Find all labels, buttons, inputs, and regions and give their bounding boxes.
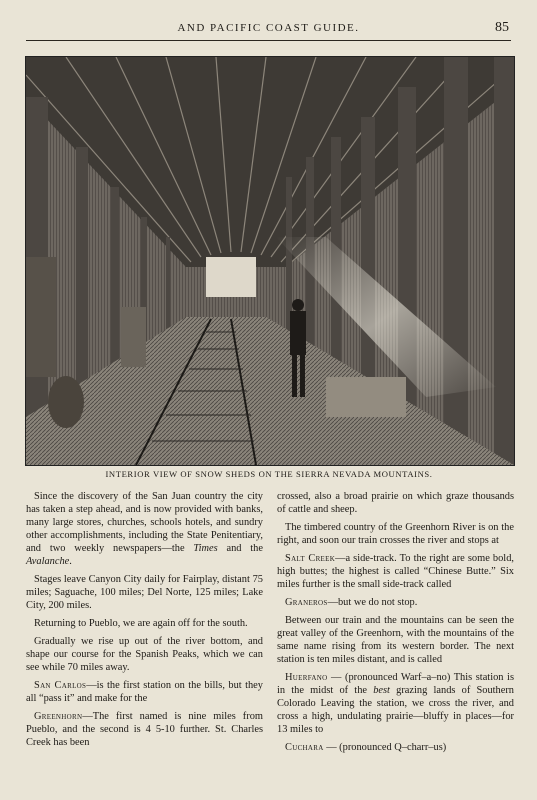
station-name: Greenhorn <box>34 711 83 722</box>
running-title: AND PACIFIC COAST GUIDE. <box>177 22 360 34</box>
paragraph: Salt Creek—a side-track. To the right are some bold, high buttes; the highest is called “Chinese Butte.” Six miles further is the small side-track called <box>277 553 514 590</box>
paragraph: Returning to Pueblo, we are again off for the south. <box>34 618 248 629</box>
paragraph: San Carlos—is the first station on the bills, but they all “pass it” and make for the <box>26 680 263 704</box>
snow-shed-engraving <box>25 56 515 466</box>
station-name: Salt Creek <box>285 553 336 564</box>
left-text-column <box>26 490 263 754</box>
engraving-image <box>26 57 514 465</box>
paragraph: Stages leave Canyon City daily for Fairplay, distant 75 miles; Saguache, 100 miles; Del Norte, 125 miles; Lake City, 200 miles. <box>26 574 263 611</box>
paragraph: Huerfano — (pronounced Warf–a–no) This station is in the midst of the best grazing lands of Southern Colorado Leaving the station, we cross the river, and cross a high, undulating prairie—bluffy in places—for 13 miles to <box>277 672 514 735</box>
paragraph: Between our train and the mountains can be seen the great valley of the Greenhorn, with the mountains of the same name rising from its western border. The next station is ten miles distant, and is called <box>277 615 514 665</box>
page-number: 85 <box>495 20 509 35</box>
right-text-column <box>277 490 514 759</box>
station-name: Graneros <box>285 597 328 608</box>
paragraph: Graneros—but we do not stop. <box>285 597 418 608</box>
paragraph: Cuchara — (pronounced Q–charr–us) <box>285 742 447 753</box>
station-name: Cuchara <box>285 742 324 753</box>
paragraph: crossed, also a broad prairie on which graze thousands of cattle and sheep. <box>277 491 514 515</box>
paragraph: Since the discovery of the San Juan country the city has taken a step ahead, and is now provided with banks, many large stores, churches, schools hotels, and sundry other accomplishments, including the State Penitentiary, and two weekly newspapers—the Times and the Avalanche. <box>26 491 263 567</box>
paragraph: Greenhorn—The first named is nine miles from Pueblo, and the second is 4 5-10 further. St. Charles Creek has been <box>26 711 263 748</box>
paragraph: The timbered country of the Greenhorn River is on the right, and soon our train crosses the river and stops at <box>277 522 514 546</box>
station-name: Huerfano <box>285 672 328 683</box>
running-header <box>26 20 511 41</box>
paragraph: Gradually we rise up out of the river bottom, and shape our course for the Spanish Peaks, which we can see while 70 miles away. <box>26 636 263 673</box>
illustration-caption: INTERIOR VIEW OF SNOW SHEDS ON THE SIERRA NEVADA MOUNTAINS. <box>105 469 433 479</box>
station-name: San Carlos <box>34 680 87 691</box>
